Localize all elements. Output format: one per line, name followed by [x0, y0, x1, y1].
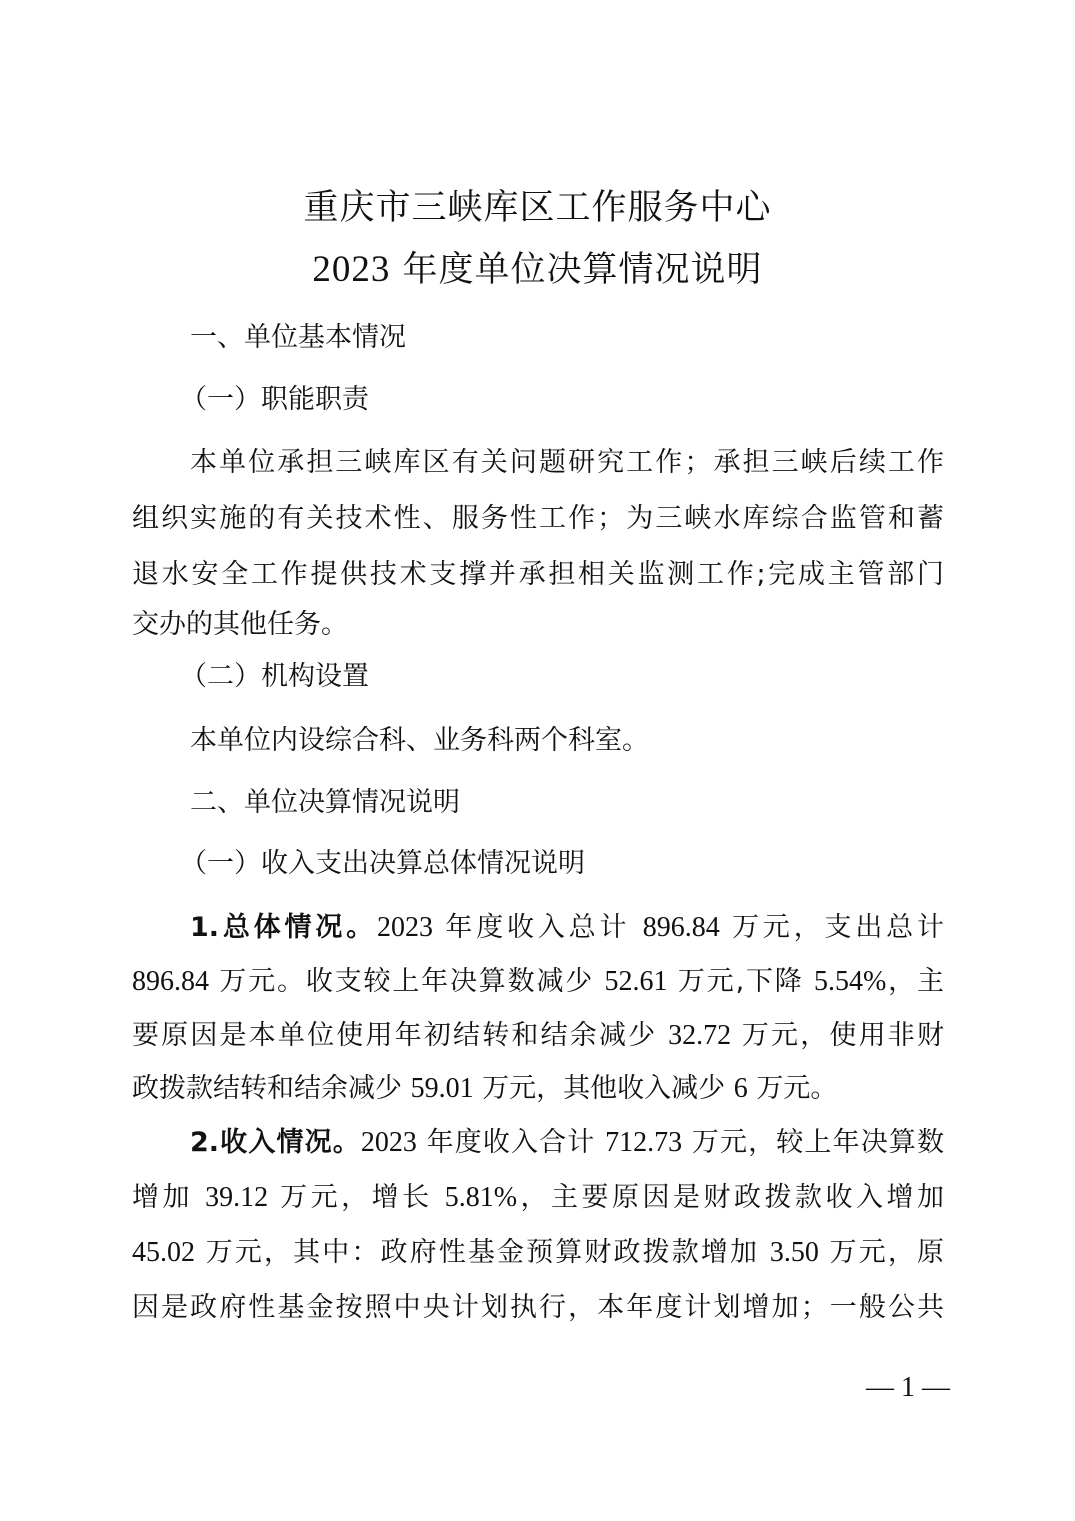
text-run: 万元，较上年决算数 [682, 1127, 944, 1158]
paragraph-line [132, 1071, 837, 1107]
text-run: 万元，使用非财 [731, 1020, 944, 1051]
paragraph-line: 退水安全工作提供技术支撑并承担相关监测工作;完成主管部门 [132, 559, 944, 590]
text-run: 增加 [132, 1182, 206, 1213]
section-heading-1: 一、单位基本情况 [190, 322, 406, 353]
number: 2023 [376, 912, 433, 943]
number: 3.50 [769, 1237, 819, 1268]
title-rest: 年度单位决算情况说明 [390, 250, 763, 290]
paragraph-line: 组织实施的有关技术性、服务性工作；为三峡水库综合监管和蓄 [132, 503, 944, 534]
number: 712.73 [605, 1127, 683, 1158]
paragraph-line: 本单位内设综合科、业务科两个科室。 [190, 725, 649, 756]
paragraph-lead: 2.收入情况。 [190, 1127, 361, 1158]
paragraph-line: 交办的其他任务。 [132, 609, 348, 640]
text-run: 年度收入合计 [416, 1127, 606, 1158]
subsection-heading-2-1: （一）收入支出决算总体情况说明 [180, 848, 585, 879]
subsection-heading-1-1: （一）职能职责 [180, 384, 369, 415]
paragraph-line [132, 1180, 944, 1216]
text-run: 万元，支出总计 [719, 912, 944, 943]
number: 5.54% [814, 966, 887, 997]
number: 59.01 [410, 1073, 474, 1104]
paragraph-line [190, 1125, 944, 1161]
paragraph-line [132, 1235, 944, 1271]
paragraph-line: 因是政府性基金按照中央计划执行，本年度计划增加；一般公共 [132, 1292, 944, 1323]
paragraph-line [132, 1018, 944, 1054]
number: 52.61 [604, 966, 668, 997]
number: 5.81% [444, 1182, 518, 1213]
text-run: ，主 [886, 966, 944, 997]
number: 896.84 [642, 912, 720, 943]
paragraph-line [132, 964, 944, 1000]
text-run: 年度收入总计 [432, 912, 643, 943]
number: 896.84 [132, 966, 209, 997]
paragraph-line [190, 910, 944, 946]
page-number: — 1 — [866, 1372, 950, 1403]
paragraph-lead: 1.总体情况。 [190, 912, 377, 943]
document-title-line-1: 重庆市三峡库区工作服务中心 [303, 188, 772, 228]
text-run: 要原因是本单位使用年初结转和结余减少 [132, 1020, 669, 1051]
title-year: 2023 [312, 249, 391, 290]
number: 45.02 [132, 1237, 195, 1268]
text-run: 万元，原 [818, 1237, 944, 1268]
document-title-line-2 [0, 250, 1075, 290]
subsection-heading-1-2: （二）机构设置 [180, 661, 369, 692]
number: 32.72 [668, 1020, 732, 1051]
text-run: 万元。 [747, 1073, 838, 1104]
number: 2023 [360, 1127, 417, 1158]
text-run: ，主要原因是财政拨款收入增加 [517, 1182, 944, 1213]
number: 39.12 [205, 1182, 269, 1213]
text-run: 万元，其中：政府性基金预算财政拨款增加 [195, 1237, 770, 1268]
paragraph-line: 本单位承担三峡库区有关问题研究工作；承担三峡后续工作 [190, 447, 944, 478]
text-run: 万元。收支较上年决算数减少 [209, 966, 605, 997]
number: 6 [733, 1073, 748, 1104]
text-run: 万元，增长 [268, 1182, 445, 1213]
text-run: 政拨款结转和结余减少 [132, 1073, 411, 1104]
section-heading-2: 二、单位决算情况说明 [190, 787, 460, 818]
text-run: 万元，其他收入减少 [473, 1073, 734, 1104]
text-run: 万元,下降 [667, 966, 815, 997]
